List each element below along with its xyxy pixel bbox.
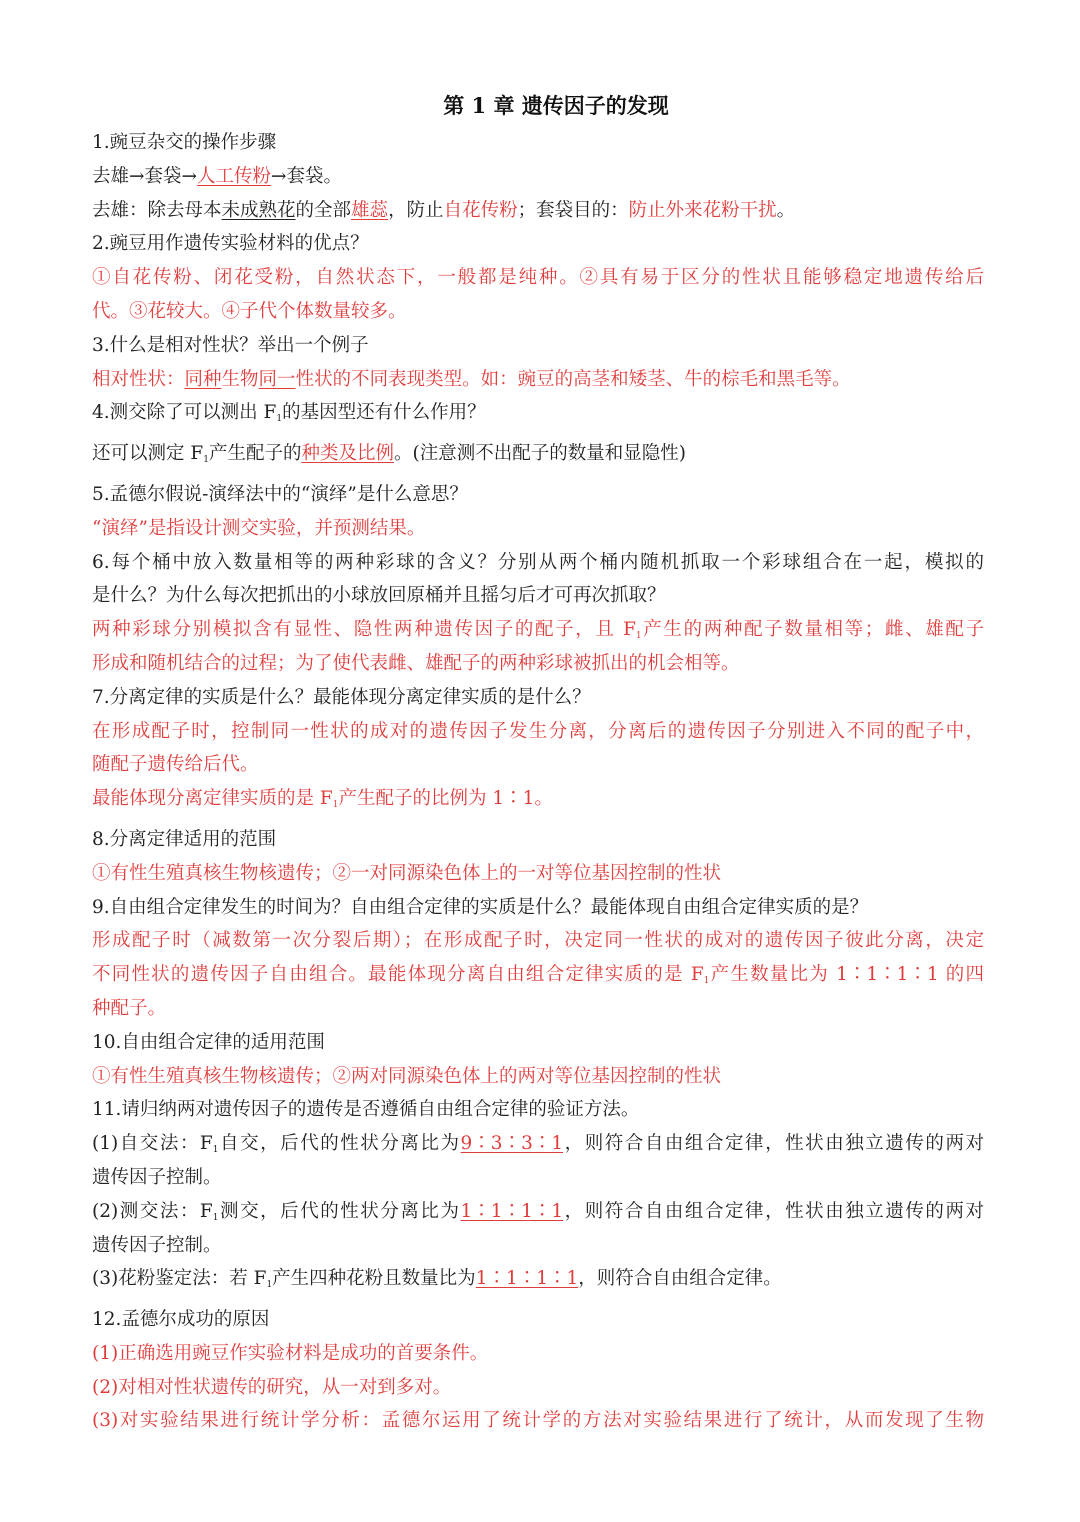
method-1-line-2: 遗传因子控制。 xyxy=(92,1166,222,1188)
underlined-term: 同一 xyxy=(258,368,296,390)
method-2-line-2: 遗传因子控制。 xyxy=(92,1234,222,1256)
answer-6-line-1: 两种彩球分别模拟含有显性、隐性两种遗传因子的配子，且 $F_1$产生的两种配子数量相等；雌、雄配子 xyxy=(92,619,984,642)
answer-12-line-3: (3)对实验结果进行统计学分析：孟德尔运用了统计学的方法对实验结果进行了统计，从而发现了生物 xyxy=(92,1410,984,1432)
underlined-term: 未成熟花 xyxy=(221,199,296,221)
answer-10: ①有性生殖真核生物核遗传；②两对同源染色体上的两对等位基因控制的性状 xyxy=(92,1065,722,1087)
question-10: 10.自由组合定律的适用范围 xyxy=(92,1031,325,1053)
answer-7-line-2: 随配子遗传给后代。 xyxy=(92,754,259,776)
answer-6-line-2: 形成和随机结合的过程；为了使代表雌、雄配子的两种彩球被抓出的机会相等。 xyxy=(92,652,740,674)
question-4: 4.测交除了可以测出 $F_1$的基因型还有什么作用？ xyxy=(92,402,486,425)
method-3: (3)花粉鉴定法：若 $F_1$产生四种花粉且数量比为1∶1∶1∶1，则符合自由组合定律。 xyxy=(92,1268,782,1291)
question-5: 5.孟德尔假说-演绎法中的“演绎”是什么意思？ xyxy=(92,483,468,505)
question-1: 1.豌豆杂交的操作步骤 xyxy=(92,132,277,153)
question-7: 7.分离定律的实质是什么？最能体现分离定律实质的是什么？ xyxy=(92,686,591,708)
question-8: 8.分离定律适用的范围 xyxy=(92,828,277,850)
question-12: 12.孟德尔成功的原因 xyxy=(92,1309,270,1331)
underlined-term: 种类及比例 xyxy=(301,443,394,465)
answer-9-line-1: 形成配子时（减数第一次分裂后期）；在形成配子时，决定同一性状的成对的遗传因子彼此分离，决定 xyxy=(92,930,984,952)
question-6-line-1: 6.每个桶中放入数量相等的两种彩球的含义？分别从两个桶内随机抓取一个彩球组合在一起，模拟的 xyxy=(92,551,984,573)
underlined-term: 人工传粉 xyxy=(197,165,272,187)
question-9: 9.自由组合定律发生的时间为？自由组合定律的实质是什么？最能体现自由组合定律实质的是？ xyxy=(92,896,869,918)
answer-9-line-2: 不同性状的遗传因子自由组合。最能体现分离自由组合定律实质的是 $F_1$产生数量比为 1∶1∶1∶1 的四 xyxy=(92,964,984,987)
question-6-line-2: 是什么？为什么每次把抓出的小球放回原桶并且摇匀后才可再次抓取？ xyxy=(92,585,666,607)
method-1-line-1: (1)自交法：$F_1$自交，后代的性状分离比为9∶3∶3∶1，则符合自由组合定律，性状由独立遗传的两对 xyxy=(92,1133,984,1156)
answer-8: ①有性生殖真核生物核遗传；②一对同源染色体上的一对等位基因控制的性状 xyxy=(92,862,722,884)
answer-2-line-2: 代。③花较大。④子代个体数量较多。 xyxy=(92,300,407,322)
question-11: 11.请归纳两对遗传因子的遗传是否遵循自由组合定律的验证方法。 xyxy=(92,1099,640,1121)
answer-7-line-3: 最能体现分离定律实质的是 $F_1$产生配子的比例为 1∶1。 xyxy=(92,788,553,811)
underlined-term: 雄蕊 xyxy=(351,199,389,221)
answer-1-emasculation: 去雄：除去母本未成熟花的全部雄蕊，防止自花传粉；套袋目的：防止外来花粉干扰。 xyxy=(92,199,796,221)
answer-7-line-1: 在形成配子时，控制同一性状的成对的遗传因子发生分离，分离后的遗传因子分别进入不同的配子中， xyxy=(92,720,984,742)
answer-9-line-3: 种配子。 xyxy=(92,997,167,1019)
underlined-term: 同种 xyxy=(184,368,222,390)
method-2-line-1: (2)测交法：$F_1$测交，后代的性状分离比为1∶1∶1∶1，则符合自由组合定律，性状由独立遗传的两对 xyxy=(92,1200,984,1223)
answer-4: 还可以测定 $F_1$产生配子的种类及比例。(注意测不出配子的数量和显隐性) xyxy=(92,443,686,466)
answer-12-line-1: (1)正确选用豌豆作实验材料是成功的首要条件。 xyxy=(92,1342,489,1364)
answer-5: “演绎”是指设计测交实验，并预测结果。 xyxy=(92,517,426,539)
answer-3: 相对性状：同种生物同一性状的不同表现类型。如：豌豆的高茎和矮茎、牛的棕毛和黑毛等。 xyxy=(92,368,851,390)
underlined-ratio: 1∶1∶1∶1 xyxy=(460,1200,564,1222)
answer-12-line-2: (2)对相对性状遗传的研究，从一对到多对。 xyxy=(92,1376,452,1398)
underlined-ratio: 9∶3∶3∶1 xyxy=(460,1133,564,1155)
question-3: 3.什么是相对性状？举出一个例子 xyxy=(92,334,369,356)
answer-2-line-1: ①自花传粉、闭花受粉，自然状态下，一般都是纯种。②具有易于区分的性状且能够稳定地遗传给后 xyxy=(92,267,984,289)
qa-content xyxy=(92,126,984,1438)
answer-1-steps: 去雄→套袋→人工传粉→套袋。 xyxy=(92,165,343,187)
chapter-title: 第 1 章 遗传因子的发现 xyxy=(443,93,669,118)
underlined-ratio: 1∶1∶1∶1 xyxy=(475,1268,579,1290)
question-2: 2.豌豆用作遗传实验材料的优点？ xyxy=(92,233,369,255)
